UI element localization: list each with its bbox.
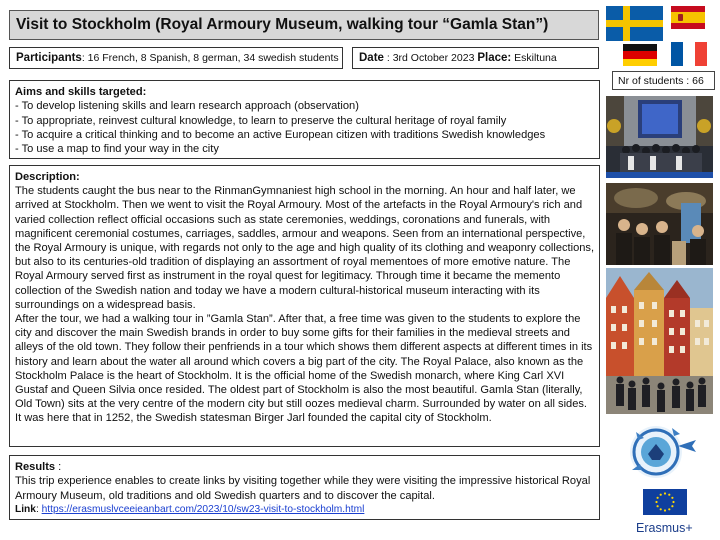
school-logo	[626, 420, 698, 482]
students-count-box	[612, 71, 715, 90]
link-label: Link	[15, 503, 36, 515]
aims-box	[9, 80, 600, 159]
description-paragraph: After the tour, we had a walking tour in ”Gamla Stan”. After that, a free time was given to the students to explore the city and discover the main Swedish brands in order to buy some gifts for their families in the medieval streets and alleys of the old town. They follow their penfriends in a tour which shows them different aspects at different times in its history and learn about the water all around which covers a big part of the city. The Royal Palace, also known as the Stockholm Palace is the heart of Stockholm. It is the official home of the Swedish monarch, where King Carl XVI Gustaf and Queen Silvia once resided. The oldest part of Stockholm is also the most beautiful. Gamla Stan (literally, Old Town) sits at the very centre of the modern city but still oozes medieval charm. Surrounded by water on all sides. It was here that in 1252, the Swedish statesman Birger Jarl founded the capital city of Stockholm.	[15, 313, 593, 425]
aims-item: - To use a map to find your way in the city	[15, 143, 219, 156]
exhibit-photo	[606, 183, 713, 265]
results-text: This trip experience enables to create links by visiting together while they were visiting the impressive historical Royal Armoury Museum, old traditions and old Swedish quarters and to discover the capital.	[15, 475, 591, 502]
description-heading: Description:	[15, 171, 80, 183]
results-box	[9, 455, 600, 520]
gamla-stan-photo	[606, 268, 713, 414]
museum-photo	[606, 96, 713, 178]
place-label: Place:	[477, 52, 512, 64]
date-value: : 3rd October 2023	[383, 52, 478, 64]
participants-box	[9, 47, 343, 69]
students-count-value: : 66	[683, 75, 704, 87]
france-flag	[671, 42, 707, 66]
eu-flag-icon	[643, 489, 687, 515]
description-paragraph: The students caught the bus near to the RinmanGymnaniest high school in the morning. An hour and half later, we arrived at Stockholm. Then we went to visit the Royal Armoury. Most of the artefacts in the Royal Armoury's rich and varied collection reflect official occasions such as state ceremonies, weddings, coronations and funerals, with magnificent ceremonial costumes, carriages, saddles, armour and weapons. Seen from an international perspective, the Royal Armoury is unique, with regards not only to the age and high quality of its clothing and weaponry collections, but also to its centuries-old tradition of displaying an assortment of royal mementoes of more emotive nature. The Royal Armoury served first as instrument in the royal quest for legitimacy. Through time it became the memento collection of the Swedish nation and today we have a modern cultural-historical museum interacting with its surroundings on a widespread basis.	[15, 185, 595, 311]
spain-flag	[671, 6, 705, 29]
description-box	[9, 165, 600, 447]
sweden-flag	[606, 6, 663, 41]
aims-item: - To acquire a critical thinking and to become an active European citizen with traditions Swedish knowledges	[15, 128, 546, 141]
aims-heading: Aims and skills targeted:	[15, 86, 147, 98]
results-link[interactable]: https://erasmuslvceeieanbart.com/2023/10/sw23-visit-to-stockholm.html	[41, 503, 365, 515]
aims-item: - To appropriate, reinvest cultural knowledge, to learn to preserve the cultural heritage of royal family	[15, 114, 507, 127]
place-value: Eskiltuna	[511, 52, 557, 64]
link-separator: :	[35, 503, 42, 515]
date-box	[352, 47, 599, 69]
students-count-line	[618, 75, 704, 87]
participants-value: : 16 French, 8 Spanish, 8 german, 34 swedish students	[81, 52, 339, 64]
page-title: Visit to Stockholm (Royal Armoury Museum, walking tour “Gamla Stan”)	[16, 16, 549, 33]
date-line	[359, 52, 557, 64]
date-label: Date	[359, 52, 384, 64]
title-box	[9, 10, 599, 40]
results-heading-suffix: :	[55, 461, 62, 473]
aims-item: - To develop listening skills and learn research approach (observation)	[15, 100, 359, 113]
erasmus-logo-text: Erasmus+	[636, 521, 693, 535]
participants-line	[16, 52, 339, 64]
germany-flag	[623, 44, 657, 66]
participants-label: Participants	[16, 52, 82, 64]
results-link-line	[15, 503, 595, 517]
students-count-label: Nr of students	[618, 75, 684, 87]
results-heading: Results	[15, 461, 56, 473]
